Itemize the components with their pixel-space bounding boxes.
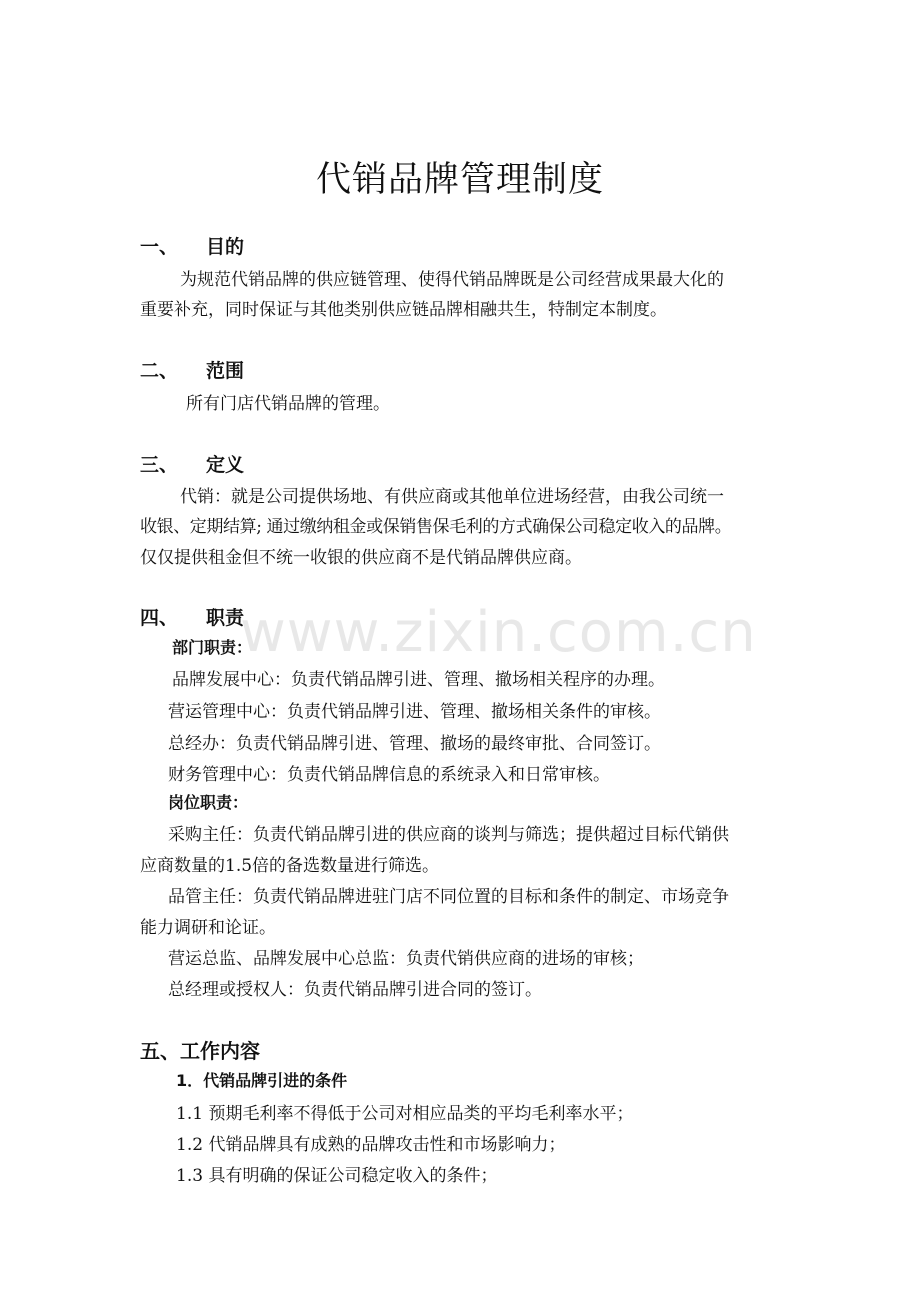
section-5-item: 1.3 具有明确的保证公司稳定收入的条件； (176, 1166, 498, 1186)
document-title: 代销品牌管理制度 (315, 160, 604, 200)
position-duty-line: 总经理或授权人：负责代销品牌引进合同的签订。 (168, 980, 542, 1000)
position-duty-line: 能力调研和论证。 (140, 918, 276, 938)
section-3-line: 收银、定期结算; 通过缴纳租金或保销售保毛利的方式确保公司稳定收入的品牌。 (140, 517, 732, 537)
section-3-heading: 定义 (206, 454, 245, 476)
department-duty-line: 营运管理中心：负责代销品牌引进、管理、撤场相关条件的审核。 (168, 702, 661, 722)
department-duties-heading: 部门职责： (172, 638, 253, 657)
section-4-number: 四、 (140, 607, 179, 629)
section-5-item: 1.2 代销品牌具有成熟的品牌攻击性和市场影响力； (176, 1135, 566, 1155)
section-1-number: 一、 (140, 236, 179, 258)
section-3-number: 三、 (140, 454, 179, 476)
position-duty-line: 营运总监、品牌发展中心总监：负责代销供应商的进场的审核； (168, 949, 644, 969)
section-3-line: 仅仅提供租金但不统一收银的供应商不是代销品牌供应商。 (140, 548, 582, 568)
position-duty-line: 采购主任：负责代销品牌引进的供应商的谈判与筛选；提供超过目标代销供 (168, 825, 729, 845)
section-1-line: 为规范代销品牌的供应链管理、使得代销品牌既是公司经营成果最大化的 (180, 270, 724, 290)
section-5-subheading: 1．代销品牌引进的条件 (176, 1071, 348, 1090)
section-3-line: 代销：就是公司提供场地、有供应商或其他单位进场经营，由我公司统一 (180, 487, 724, 507)
section-5-heading: 五、工作内容 (140, 1039, 260, 1063)
position-duties-heading: 岗位职责： (168, 793, 249, 812)
section-2-line: 所有门店代销品牌的管理。 (186, 394, 390, 414)
watermark: www.zixin.com.cn (240, 600, 757, 665)
department-duty-line: 品牌发展中心：负责代销品牌引进、管理、撤场相关程序的办理。 (172, 670, 665, 690)
department-duty-line: 财务管理中心：负责代销品牌信息的系统录入和日常审核。 (168, 765, 610, 785)
department-duty-line: 总经办：负责代销品牌引进、管理、撤场的最终审批、合同签订。 (168, 734, 661, 754)
section-1-heading: 目的 (206, 236, 245, 258)
section-4-heading: 职责 (206, 607, 245, 629)
section-5-item: 1.1 预期毛利率不得低于公司对相应品类的平均毛利率水平； (176, 1104, 634, 1124)
position-duty-line: 应商数量的1.5倍的备选数量进行筛选。 (140, 856, 440, 876)
position-duty-line: 品管主任：负责代销品牌进驻门店不同位置的目标和条件的制定、市场竞争 (168, 887, 729, 907)
section-2-number: 二、 (140, 360, 179, 382)
section-1-line: 重要补充，同时保证与其他类别供应链品牌相融共生，特制定本制度。 (140, 300, 667, 320)
section-2-heading: 范围 (206, 360, 245, 382)
